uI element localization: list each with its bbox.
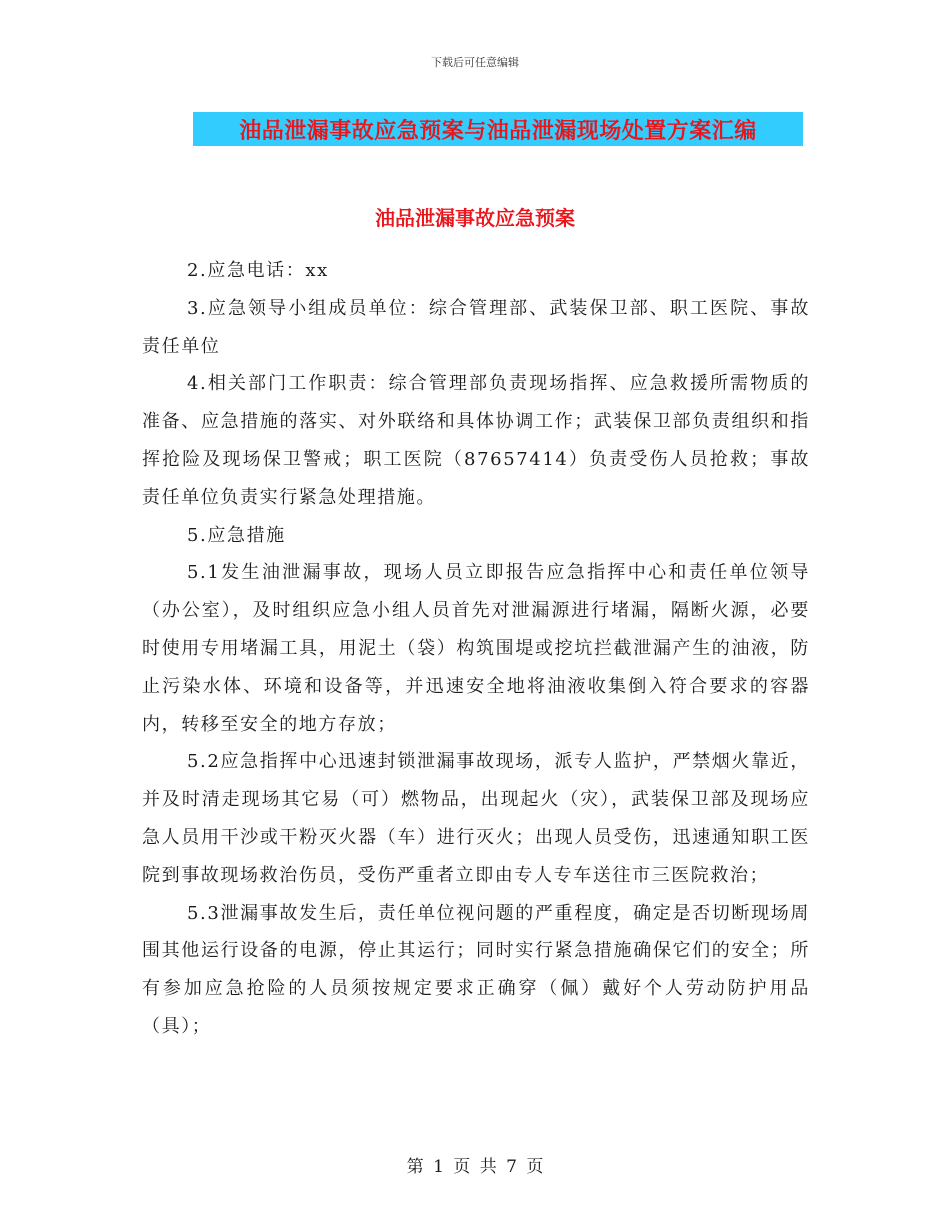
document-body bbox=[142, 252, 810, 1046]
header-note: 下载后可任意编辑 bbox=[431, 56, 519, 69]
main-title: 油品泄漏事故应急预案与油品泄漏现场处置方案汇编 bbox=[239, 118, 757, 144]
paragraph: 2.应急电话：xx bbox=[187, 260, 329, 281]
paragraph: 5.3泄漏事故发生后，责任单位视问题的严重程度，确定是否切断现场周围其他运行设备的电源，停止其运行；同时实行紧急措施确保它们的安全；所有参加应急抢险的人员须按规定要求正确穿（佩）戴好个人劳动防护用品（具）； bbox=[142, 902, 810, 1037]
section-title: 油品泄漏事故应急预案 bbox=[375, 206, 575, 230]
paragraph: 5.1发生油泄漏事故，现场人员立即报告应急指挥中心和责任单位领导（办公室），及时组织应急小组人员首先对泄漏源进行堵漏，隔断火源，必要时使用专用堵漏工具，用泥土（袋）构筑围堤或挖坑拦截泄漏产生的油液，防止污染水体、环境和设备等，并迅速安全地将油液收集倒入符合要求的容器内，转移至安全的地方存放； bbox=[142, 562, 810, 735]
paragraph: 3.应急领导小组成员单位：综合管理部、武装保卫部、职工医院、事故责任单位 bbox=[142, 297, 810, 357]
page-footer: 第 1 页 共 7 页 bbox=[406, 1157, 544, 1177]
paragraph: 5.2应急指挥中心迅速封锁泄漏事故现场，派专人监护，严禁烟火靠近，并及时清走现场其它易（可）燃物品，出现起火（灾），武装保卫部及现场应急人员用干沙或干粉灭火器（车）进行灭火；出现人员受伤，迅速通知职工医院到事故现场救治伤员，受伤严重者立即由专人专车送往市三医院救治； bbox=[142, 751, 810, 886]
paragraph: 4.相关部门工作职责：综合管理部负责现场指挥、应急救援所需物质的准备、应急措施的落实、对外联络和具体协调工作；武装保卫部负责组织和指挥抢险及现场保卫警戒；职工医院（87657414）负责受伤人员抢救；事故责任单位负责实行紧急处理措施。 bbox=[142, 373, 810, 508]
paragraph: 5.应急措施 bbox=[187, 524, 286, 546]
